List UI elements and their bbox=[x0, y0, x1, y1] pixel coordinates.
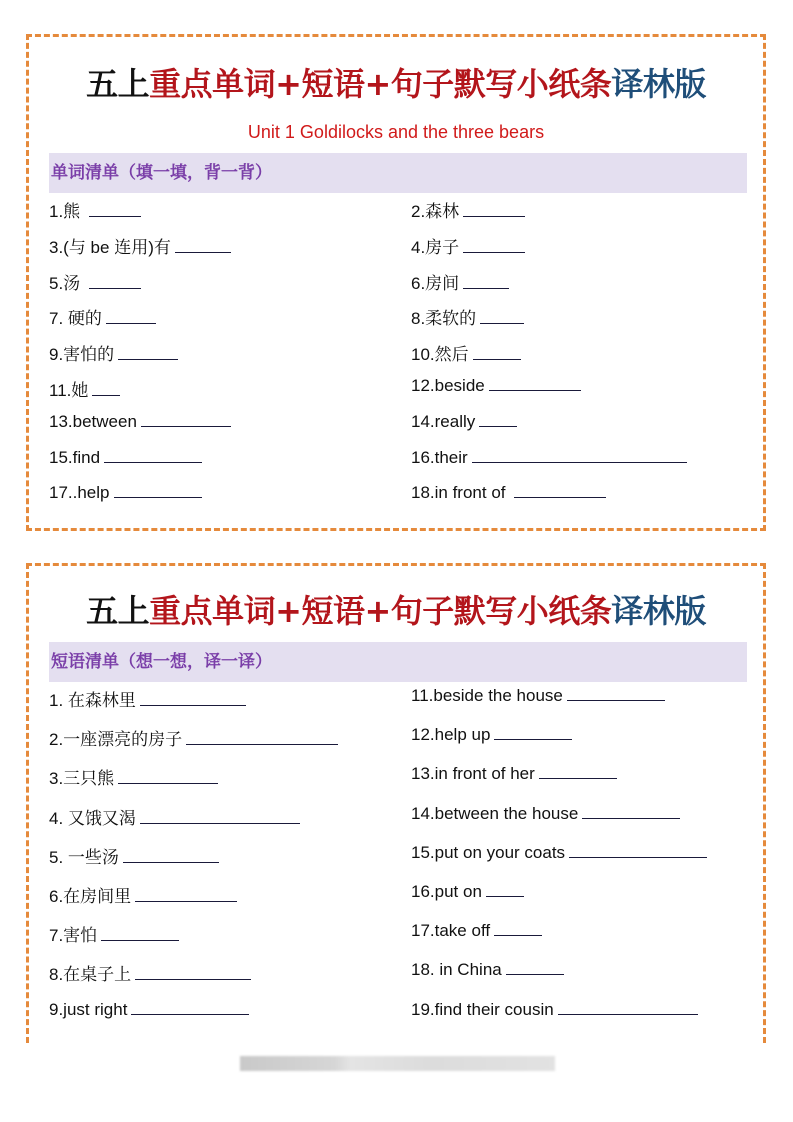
fill-in-item bbox=[411, 269, 509, 294]
answer-blank[interactable] bbox=[494, 921, 542, 936]
answer-blank[interactable] bbox=[175, 238, 231, 253]
item-label: 11.她 bbox=[49, 381, 89, 400]
fill-in-item bbox=[411, 921, 542, 941]
section-header-words: 单词清单（填一填，背一背） bbox=[49, 153, 747, 193]
fill-in-item bbox=[411, 340, 521, 365]
item-label: 15.put on your coats bbox=[411, 842, 566, 862]
item-label: 16.their bbox=[411, 447, 468, 467]
fill-in-item bbox=[49, 412, 231, 432]
item-label: 14.really bbox=[411, 411, 476, 431]
item-label: 6.在房间里 bbox=[49, 887, 132, 906]
fill-in-item bbox=[411, 725, 572, 745]
fill-in-item bbox=[411, 233, 525, 258]
item-label: 18.in front of bbox=[411, 483, 511, 503]
fill-in-item bbox=[411, 960, 564, 980]
fill-in-item bbox=[411, 448, 687, 468]
item-label: 12.beside bbox=[411, 376, 485, 395]
answer-blank[interactable] bbox=[118, 345, 178, 360]
fill-in-item bbox=[49, 804, 300, 829]
item-label: 12.help up bbox=[411, 725, 491, 745]
answer-blank[interactable] bbox=[140, 691, 246, 706]
fill-in-item bbox=[411, 376, 581, 396]
item-label: 13.in front of her bbox=[411, 764, 535, 784]
fill-in-item bbox=[49, 448, 202, 468]
fill-in-item bbox=[49, 304, 156, 329]
answer-blank[interactable] bbox=[118, 769, 218, 784]
fill-in-item bbox=[411, 412, 517, 432]
fill-in-item bbox=[411, 764, 617, 784]
item-label: 8.柔软的 bbox=[411, 309, 477, 329]
answer-blank[interactable] bbox=[140, 809, 300, 824]
phrase-list-card bbox=[26, 563, 766, 1043]
answer-blank[interactable] bbox=[473, 345, 521, 360]
answer-blank[interactable] bbox=[101, 926, 179, 941]
fill-in-item bbox=[411, 304, 524, 329]
answer-blank[interactable] bbox=[569, 843, 707, 858]
fill-in-item bbox=[49, 725, 338, 750]
item-label: 1. 在森林里 bbox=[49, 691, 136, 710]
title-main: 重点单词+短语+句子默写小纸条 bbox=[149, 65, 612, 103]
item-label: 17.take off bbox=[411, 921, 491, 941]
answer-blank[interactable] bbox=[463, 238, 525, 253]
item-label: 2.森林 bbox=[411, 202, 460, 221]
answer-blank[interactable] bbox=[141, 412, 231, 427]
answer-blank[interactable] bbox=[106, 309, 156, 324]
answer-blank[interactable] bbox=[92, 381, 120, 396]
answer-blank[interactable] bbox=[135, 887, 237, 902]
item-label: 2.一座漂亮的房子 bbox=[49, 730, 183, 750]
fill-in-item bbox=[411, 882, 524, 902]
fill-in-item bbox=[49, 340, 178, 365]
fill-in-item bbox=[49, 197, 141, 222]
item-label: 9.害怕的 bbox=[49, 345, 115, 365]
answer-blank[interactable] bbox=[558, 1000, 698, 1015]
fill-in-item bbox=[49, 686, 246, 711]
title-main: 重点单词+短语+句子默写小纸条 bbox=[149, 592, 612, 630]
card-title bbox=[29, 59, 763, 105]
item-label: 16.put on bbox=[411, 882, 482, 901]
item-label: 7.害怕 bbox=[49, 926, 98, 946]
item-label: 13.between bbox=[49, 411, 137, 431]
blurred-watermark bbox=[240, 1056, 555, 1071]
item-label: 9.just right bbox=[49, 999, 128, 1019]
answer-blank[interactable] bbox=[489, 376, 581, 391]
answer-blank[interactable] bbox=[567, 686, 665, 701]
fill-in-item bbox=[411, 804, 680, 824]
word-list-card bbox=[26, 34, 766, 531]
item-label: 10.然后 bbox=[411, 345, 469, 365]
fill-in-item bbox=[49, 1000, 249, 1020]
fill-in-item bbox=[49, 921, 179, 946]
item-label: 3.(与 be 连用)有 bbox=[49, 237, 171, 257]
answer-blank[interactable] bbox=[135, 965, 251, 980]
item-label: 14.between the house bbox=[411, 803, 579, 823]
title-grade: 五上 bbox=[86, 65, 150, 103]
answer-blank[interactable] bbox=[89, 274, 141, 289]
answer-blank[interactable] bbox=[123, 848, 219, 863]
item-label: 5.汤 bbox=[49, 273, 85, 293]
answer-blank[interactable] bbox=[463, 274, 509, 289]
answer-blank[interactable] bbox=[131, 1000, 249, 1015]
fill-in-item bbox=[49, 483, 202, 503]
card-title bbox=[29, 586, 763, 632]
item-label: 3.三只熊 bbox=[49, 769, 115, 789]
fill-in-item bbox=[49, 843, 219, 868]
fill-in-item bbox=[49, 764, 218, 789]
item-label: 19.find their cousin bbox=[411, 999, 554, 1019]
fill-in-item bbox=[411, 197, 525, 222]
item-label: 18. in China bbox=[411, 960, 502, 980]
title-grade: 五上 bbox=[86, 592, 150, 630]
fill-in-item bbox=[411, 686, 665, 706]
answer-blank[interactable] bbox=[472, 448, 687, 463]
section-header-phrases: 短语清单（想一想，译一译） bbox=[49, 642, 747, 682]
title-edition: 译林版 bbox=[611, 65, 706, 103]
fill-in-item bbox=[49, 233, 231, 258]
item-label: 5. 一些汤 bbox=[49, 847, 119, 867]
fill-in-item bbox=[49, 269, 141, 294]
answer-blank[interactable] bbox=[104, 448, 202, 463]
answer-blank[interactable] bbox=[514, 483, 606, 498]
fill-in-item bbox=[411, 483, 606, 503]
item-label: 8.在桌子上 bbox=[49, 965, 132, 985]
item-label: 1.熊 bbox=[49, 202, 85, 221]
answer-blank[interactable] bbox=[114, 483, 202, 498]
answer-blank[interactable] bbox=[582, 804, 680, 819]
answer-blank[interactable] bbox=[479, 412, 517, 427]
item-label: 7. 硬的 bbox=[49, 309, 102, 329]
answer-blank[interactable] bbox=[89, 202, 141, 217]
fill-in-item bbox=[411, 843, 707, 863]
unit-subtitle: Unit 1 Goldilocks and the three bears bbox=[247, 122, 545, 142]
title-edition: 译林版 bbox=[611, 592, 706, 630]
answer-blank[interactable] bbox=[539, 764, 617, 779]
item-label: 6.房间 bbox=[411, 273, 460, 293]
answer-blank[interactable] bbox=[463, 202, 525, 217]
fill-in-item bbox=[49, 882, 237, 907]
fill-in-item bbox=[49, 960, 251, 985]
answer-blank[interactable] bbox=[494, 725, 572, 740]
answer-blank[interactable] bbox=[480, 309, 524, 324]
fill-in-item bbox=[411, 1000, 698, 1020]
item-label: 11.beside the house bbox=[411, 686, 563, 705]
item-label: 17..help bbox=[49, 483, 110, 503]
answer-blank[interactable] bbox=[506, 960, 564, 975]
item-label: 4. 又饿又渴 bbox=[49, 808, 136, 828]
answer-blank[interactable] bbox=[486, 882, 524, 897]
item-label: 4.房子 bbox=[411, 237, 460, 257]
item-label: 15.find bbox=[49, 447, 101, 467]
fill-in-item bbox=[49, 376, 120, 401]
answer-blank[interactable] bbox=[186, 730, 338, 745]
